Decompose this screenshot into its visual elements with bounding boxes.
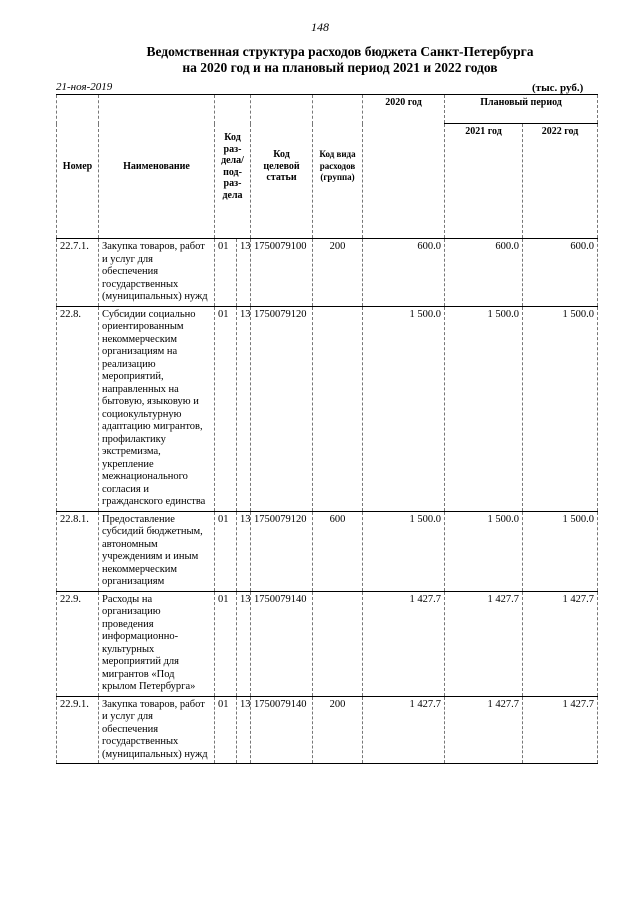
row-razdel: 01 xyxy=(215,591,237,696)
row-podrazdel: 13 xyxy=(237,306,251,511)
row-name: Субсидии социально ориентированным некоммерческим организациям на реализацию мероприятий, направленных на бытовую, языковую и социокультурную адаптацию мигрантов, профилактику экстремизма, укрепление межнационального согласия и гражданского единства xyxy=(99,306,215,511)
row-2021: 1 500.0 xyxy=(445,511,523,591)
row-2022: 1 427.7 xyxy=(523,696,598,764)
row-2022: 1 500.0 xyxy=(523,306,598,511)
header-target-code: Код целевой статьи xyxy=(251,95,313,239)
table-row xyxy=(57,306,598,511)
row-expense-type xyxy=(313,306,363,511)
row-2022: 1 427.7 xyxy=(523,591,598,696)
row-target-code: 1750079120 xyxy=(251,511,313,591)
row-razdel: 01 xyxy=(215,239,237,307)
row-name: Закупка товаров, работ и услуг для обеспечения государственных (муниципальных) нужд xyxy=(99,239,215,307)
row-2021: 1 427.7 xyxy=(445,591,523,696)
row-target-code: 1750079140 xyxy=(251,591,313,696)
row-target-code: 1750079100 xyxy=(251,239,313,307)
row-number: 22.7.1. xyxy=(57,239,99,307)
title-line-2: на 2020 год и на плановый период 2021 и 2022 годов xyxy=(182,60,498,75)
row-number: 22.9.1. xyxy=(57,696,99,764)
header-name: Наименование xyxy=(99,95,215,239)
row-2021: 1 427.7 xyxy=(445,696,523,764)
row-2020: 1 427.7 xyxy=(363,696,445,764)
row-2020: 1 500.0 xyxy=(363,511,445,591)
table-row xyxy=(57,696,598,764)
row-razdel: 01 xyxy=(215,306,237,511)
document-date: 21-ноя-2019 xyxy=(56,81,113,93)
row-2022: 600.0 xyxy=(523,239,598,307)
page-number: 148 xyxy=(311,20,329,34)
header-expense-type-code: Код вида расходов (группа) xyxy=(313,95,363,239)
row-expense-type: 200 xyxy=(313,696,363,764)
row-2022: 1 500.0 xyxy=(523,511,598,591)
row-name: Расходы на организацию проведения информационно-культурных мероприятий для мигрантов «Под крылом Петербурга» xyxy=(99,591,215,696)
document-title xyxy=(60,44,620,76)
row-expense-type: 600 xyxy=(313,511,363,591)
row-expense-type: 200 xyxy=(313,239,363,307)
row-number: 22.9. xyxy=(57,591,99,696)
header-year-2022: 2022 год xyxy=(523,124,598,239)
row-razdel: 01 xyxy=(215,511,237,591)
header-planned-period: Плановый период xyxy=(445,95,598,124)
row-2021: 600.0 xyxy=(445,239,523,307)
table-row xyxy=(57,591,598,696)
row-podrazdel: 13 xyxy=(237,239,251,307)
table-row xyxy=(57,511,598,591)
title-line-1: Ведомственная структура расходов бюджета Санкт-Петербурга xyxy=(146,44,534,59)
row-name: Закупка товаров, работ и услуг для обеспечения государственных (муниципальных) нужд xyxy=(99,696,215,764)
row-2020: 1 427.7 xyxy=(363,591,445,696)
row-2020: 600.0 xyxy=(363,239,445,307)
row-name: Предоставление субсидий бюджетным, автономным учреждениям и иным некоммерческим организациям xyxy=(99,511,215,591)
row-podrazdel: 13 xyxy=(237,591,251,696)
row-razdel: 01 xyxy=(215,696,237,764)
budget-table xyxy=(56,94,598,764)
row-target-code: 1750079140 xyxy=(251,696,313,764)
row-2020: 1 500.0 xyxy=(363,306,445,511)
row-number: 22.8.1. xyxy=(57,511,99,591)
row-target-code: 1750079120 xyxy=(251,306,313,511)
table-row xyxy=(57,239,598,307)
header-section-code: Код раз-дела/ под-раз-дела xyxy=(215,95,251,239)
header-number: Номер xyxy=(57,95,99,239)
row-podrazdel: 13 xyxy=(237,696,251,764)
row-expense-type xyxy=(313,591,363,696)
row-podrazdel: 13 xyxy=(237,511,251,591)
currency-units: (тыс. руб.) xyxy=(532,82,584,94)
row-2021: 1 500.0 xyxy=(445,306,523,511)
row-number: 22.8. xyxy=(57,306,99,511)
header-year-2020: 2020 год xyxy=(363,95,445,239)
header-year-2021: 2021 год xyxy=(445,124,523,239)
